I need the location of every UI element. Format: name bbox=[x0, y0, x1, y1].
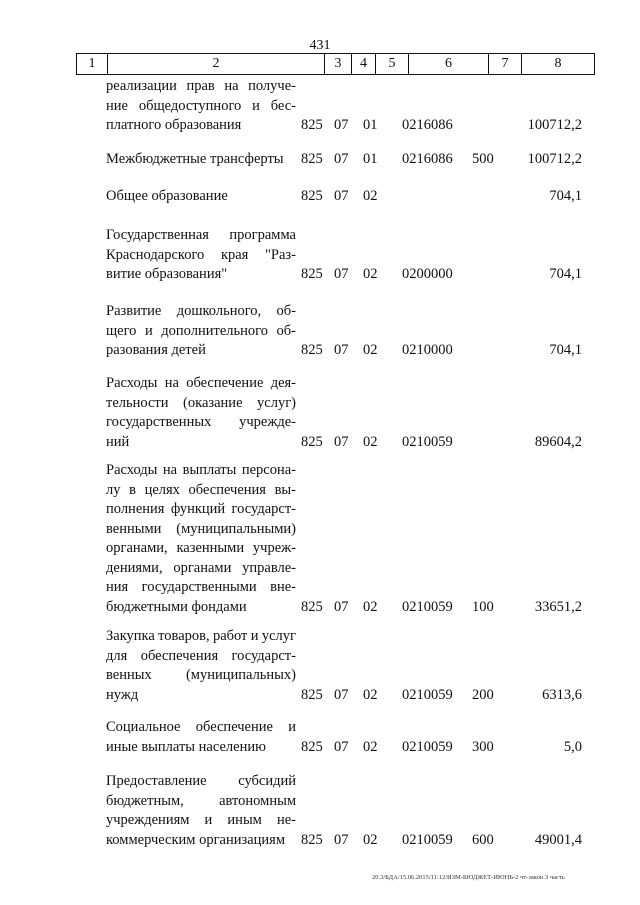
cell-col-4: 07 bbox=[334, 831, 349, 848]
description-line: Государственная программа bbox=[106, 227, 296, 243]
cell-col-3: 825 bbox=[301, 188, 323, 204]
cell-col-7: 500 bbox=[472, 151, 494, 167]
description-line: нужд bbox=[106, 686, 139, 703]
cell-col-8: 100712,2 bbox=[527, 151, 582, 167]
description-line: реализации прав на получе- bbox=[106, 78, 296, 94]
cell-col-5: 02 bbox=[363, 188, 378, 204]
cell-col-4: 07 bbox=[334, 598, 349, 615]
cell-col-8: 49001,4 bbox=[534, 831, 582, 848]
description-line: венными (муниципальными) bbox=[106, 520, 296, 537]
cell-col-5: 02 bbox=[363, 738, 378, 755]
cell-col-8: 100712,2 bbox=[527, 117, 582, 133]
header-col-6: 6 bbox=[409, 54, 489, 74]
cell-col-8: 6313,6 bbox=[542, 686, 582, 703]
cell-col-3: 825 bbox=[301, 342, 323, 358]
description-line: разования детей bbox=[106, 342, 206, 358]
cell-col-6: 0210059 bbox=[402, 738, 453, 755]
cell-col-6: 0210059 bbox=[402, 433, 453, 450]
header-col-3: 3 bbox=[325, 54, 352, 74]
cell-col-6: 0210059 bbox=[402, 686, 453, 703]
cell-col-6: 0210000 bbox=[402, 342, 453, 358]
cell-col-7: 200 bbox=[472, 686, 494, 703]
description-line: бюджетным, автономным bbox=[106, 792, 296, 809]
description-line: Расходы на выплаты персона- bbox=[106, 462, 296, 478]
description-line: Краснодарского края "Раз- bbox=[106, 246, 296, 263]
description-line: Общее образование bbox=[106, 188, 228, 204]
cell-col-8: 704,1 bbox=[549, 342, 582, 358]
cell-col-3: 825 bbox=[301, 117, 323, 133]
description-line: иные выплаты населению bbox=[106, 738, 266, 755]
description-line: витие образования" bbox=[106, 266, 228, 282]
description-line: ние общедоступного и бес- bbox=[106, 97, 296, 114]
description-line: Межбюджетные трансферты bbox=[106, 151, 284, 167]
cell-col-4: 07 bbox=[334, 266, 349, 282]
description-line: Предоставление субсидий bbox=[106, 773, 296, 789]
header-col-1: 1 bbox=[77, 54, 108, 74]
cell-col-5: 02 bbox=[363, 598, 378, 615]
cell-col-5: 02 bbox=[363, 831, 378, 848]
cell-col-3: 825 bbox=[301, 686, 323, 703]
cell-col-4: 07 bbox=[334, 686, 349, 703]
header-col-8: 8 bbox=[554, 56, 562, 71]
cell-col-6: 0216086 bbox=[402, 117, 453, 133]
header-col-2: 2 bbox=[108, 54, 325, 74]
header-col-4: 4 bbox=[352, 54, 376, 74]
cell-col-6: 0216086 bbox=[402, 151, 453, 167]
description-line: государственных учрежде- bbox=[106, 414, 296, 430]
cell-col-5: 02 bbox=[363, 433, 378, 450]
cell-col-8: 89604,2 bbox=[534, 433, 582, 450]
cell-col-3: 825 bbox=[301, 831, 323, 848]
cell-col-5: 02 bbox=[363, 342, 378, 358]
page-number: 431 bbox=[309, 38, 331, 53]
description-line: бюджетными фондами bbox=[106, 598, 247, 615]
description-line: лу в целях обеспечения вы- bbox=[106, 481, 296, 498]
cell-col-6: 0200000 bbox=[402, 266, 453, 282]
cell-col-4: 07 bbox=[334, 738, 349, 755]
description-line: Социальное обеспечение и bbox=[106, 719, 296, 735]
description-line: для обеспечения государст- bbox=[106, 647, 296, 664]
description-line: Закупка товаров, работ и услуг bbox=[106, 628, 296, 644]
cell-col-6: 0210059 bbox=[402, 598, 453, 615]
cell-col-4: 07 bbox=[334, 342, 349, 358]
description-line: ния государственными вне- bbox=[106, 579, 296, 595]
cell-col-8: 704,1 bbox=[549, 188, 582, 204]
cell-col-4: 07 bbox=[334, 117, 349, 133]
cell-col-5: 01 bbox=[363, 151, 378, 167]
cell-col-3: 825 bbox=[301, 598, 323, 615]
cell-col-5: 02 bbox=[363, 266, 378, 282]
description-line: платного образования bbox=[106, 117, 242, 133]
cell-col-8: 33651,2 bbox=[534, 598, 582, 615]
cell-col-3: 825 bbox=[301, 433, 323, 450]
cell-col-4: 07 bbox=[334, 188, 349, 204]
cell-col-3: 825 bbox=[301, 266, 323, 282]
cell-col-5: 02 bbox=[363, 686, 378, 703]
cell-col-5: 01 bbox=[363, 117, 378, 133]
cell-col-4: 07 bbox=[334, 151, 349, 167]
cell-col-3: 825 bbox=[301, 151, 323, 167]
description-line: дениями, органами управле- bbox=[106, 559, 296, 576]
header-col-5: 5 bbox=[376, 54, 409, 74]
cell-col-7: 100 bbox=[472, 598, 494, 615]
cell-col-3: 825 bbox=[301, 738, 323, 755]
description-line: ний bbox=[106, 433, 130, 450]
description-line: учреждениям и иным не- bbox=[106, 812, 296, 828]
footer-note: 20.3/БДА/15.06.2015/11:12/ИЗМ-БЮДЖЕТ-ИЮНЬ-2 чт-закон 3 часть bbox=[372, 874, 565, 881]
description-line: щего и дополнительного об- bbox=[106, 322, 296, 339]
cell-col-7: 600 bbox=[472, 831, 494, 848]
cell-col-6: 0210059 bbox=[402, 831, 453, 848]
table-header bbox=[76, 53, 595, 75]
cell-col-7: 300 bbox=[472, 738, 494, 755]
cell-col-8: 5,0 bbox=[563, 738, 582, 755]
description-line: Развитие дошкольного, об- bbox=[106, 303, 296, 319]
cell-col-4: 07 bbox=[334, 433, 349, 450]
description-line: полнения функций государст- bbox=[106, 501, 296, 517]
description-line: венных (муниципальных) bbox=[106, 667, 296, 683]
description-line: Расходы на обеспечение дея- bbox=[106, 375, 296, 391]
description-line: органами, казенными учреж- bbox=[106, 540, 296, 556]
header-col-7: 7 bbox=[489, 54, 522, 74]
cell-col-8: 704,1 bbox=[549, 266, 582, 282]
description-line: коммерческим организациям bbox=[106, 831, 286, 848]
description-line: тельности (оказание услуг) bbox=[106, 394, 296, 411]
